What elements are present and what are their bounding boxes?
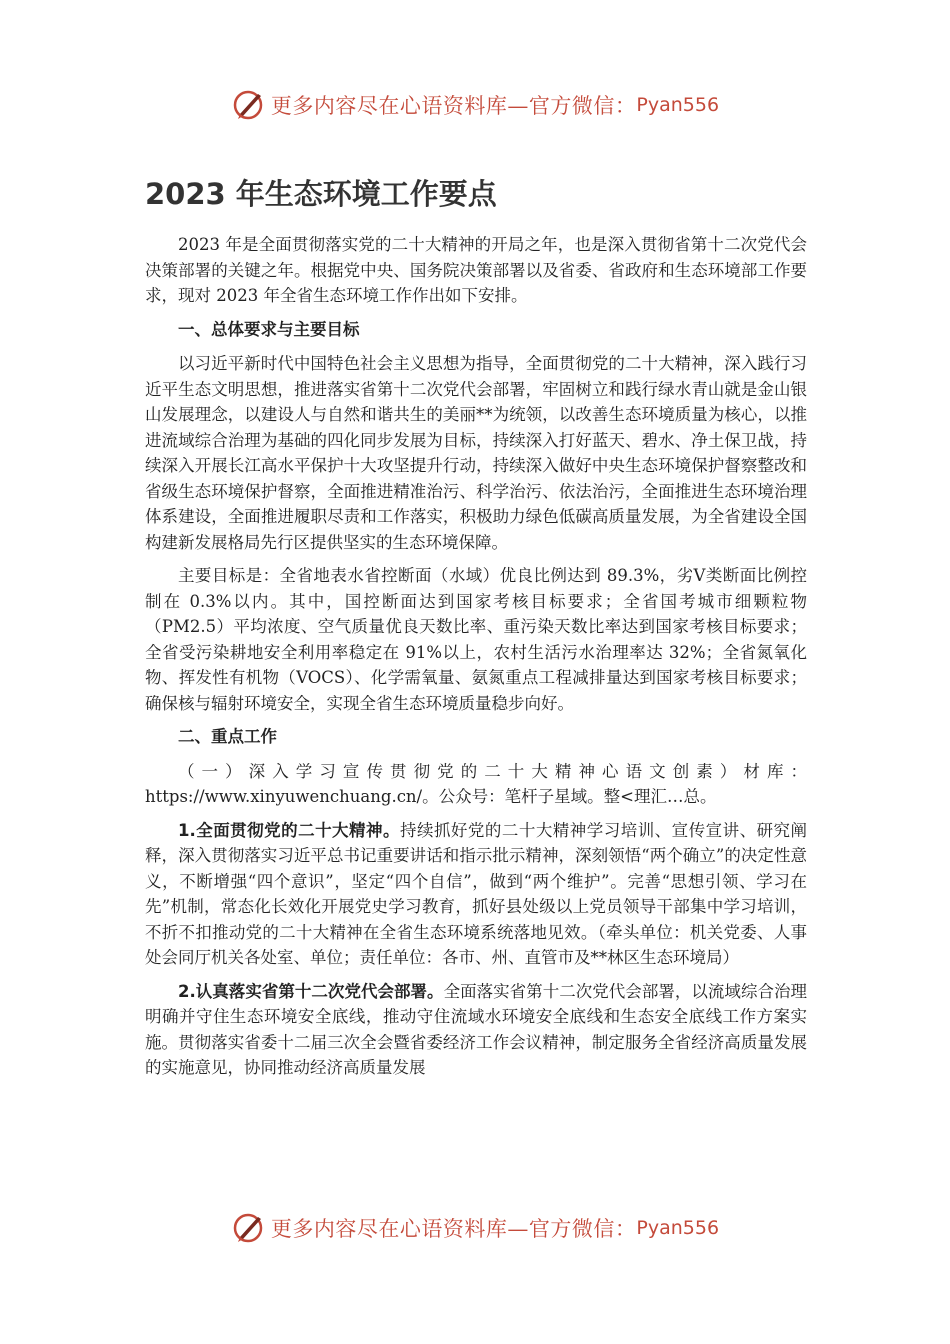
page-title: 2023 年生态环境工作要点 [145, 177, 497, 211]
watermark-wechat-id: Pyan556 [636, 94, 720, 116]
paragraph-general-requirements: 以习近平新时代中国特色社会主义思想为指导，全面贯彻党的二十大精神，深入践行习近平生态文明思想，推进落实省第十二次党代会部署，牢固树立和践行绿水青山就是金山银山发展理念，以建设人与自然和谐共生的美丽**为统领，以改善生态环境质量为核心，以推进流域综合治理为基础的四化同步发展为目标，持续深入打好蓝天、碧水、净土保卫战，持续深入开展长江高水平保护十大攻坚提升行动，持续深入做好中央生态环境保护督察整改和省级生态环境保护督察，全面推进精准治污、科学治污、依法治污，全面推进生态环境治理体系建设，全面推进履职尽责和工作落实，积极助力绿色低碳高质量发展，为全省建设全国构建新发展格局先行区提供坚实的生态环境保障。 [145, 354, 807, 552]
subsection-heading-1: （一）深入学习宣传贯彻党的二十大精神心语文创素）材库： https://www.xinyuwenchuang.cn/。公众号：笔杆子星域。整<理汇…总。 [145, 761, 807, 806]
work-item-1 [145, 818, 807, 971]
pen-logo-icon [231, 1210, 267, 1246]
pen-logo-icon [231, 87, 267, 123]
watermark-text: 更多内容尽在心语资料库—官方微信： [270, 1217, 637, 1241]
watermark-banner-bottom [0, 1208, 950, 1248]
work-item-2 [145, 979, 807, 1081]
work-item-2-lead: 2.认真落实省第十二次党代会部署。 [178, 981, 444, 1001]
section-heading-1: 一、总体要求与主要目标 [178, 319, 360, 339]
work-item-1-body: 持续抓好党的二十大精神学习培训、宣传宣讲、研究阐释，深入贯彻落实习近平总书记重要讲话和指示批示精神，深刻领悟“两个确立”的决定性意义，不断增强“四个意识”，坚定“四个自信”，做到“两个维护”。完善“思想引领、学习在先”机制，常态化长效化开展党史学习教育，抓好县处级以上党员领导干部集中学习培训，不折不扣推动党的二十大精神在全省生态环境系统落地见效。（牵头单位：机关党委、人事处会同厅机关各处室、单位；责任单位：各市、州、直管市及**林区生态环境局） [145, 820, 808, 967]
paragraph-main-targets: 主要目标是：全省地表水省控断面（水域）优良比例达到 89.3%，劣Ⅴ类断面比例控制在 0.3%以内。其中，国控断面达到国家考核目标要求；全省国考城市细颗粒物（PM2.5）平均浓度、空气质量优良天数比率、重污染天数比率达到国家考核目标要求；全省受污染耕地安全利用率稳定在 91%以上，农村生活污水治理率达 32%；全省氮氧化物、挥发性有机物（VOCS）、化学需氧量、氨氮重点工程减排量达到国家考核目标要求；确保核与辐射环境安全，实现全省生态环境质量稳步向好。 [145, 566, 807, 713]
watermark-wechat-id: Pyan556 [636, 1217, 720, 1239]
watermark-banner-top [0, 85, 950, 125]
section-heading-2: 二、重点工作 [178, 727, 277, 746]
work-item-1-lead: 1.全面贯彻党的二十大精神。 [178, 820, 400, 840]
intro-paragraph: 2023 年是全面贯彻落实党的二十大精神的开局之年，也是深入贯彻省第十二次党代会决策部署的关键之年。根据党中央、国务院决策部署以及省委、省政府和生态环境部工作要求，现对 2023 年全省生态环境工作作出如下安排。 [145, 235, 807, 305]
document-body [145, 232, 807, 1089]
work-item-2-body: 全面落实省第十二次党代会部署，以流域综合治理明确并守住生态环境安全底线，推动守住流域水环境安全底线和生态安全底线工作方案实施。贯彻落实省委十二届三次全会暨省委经济工作会议精神，制定服务全省经济高质量发展的实施意见，协同推动经济高质量发展 [145, 981, 808, 1077]
watermark-text: 更多内容尽在心语资料库—官方微信： [270, 94, 637, 118]
